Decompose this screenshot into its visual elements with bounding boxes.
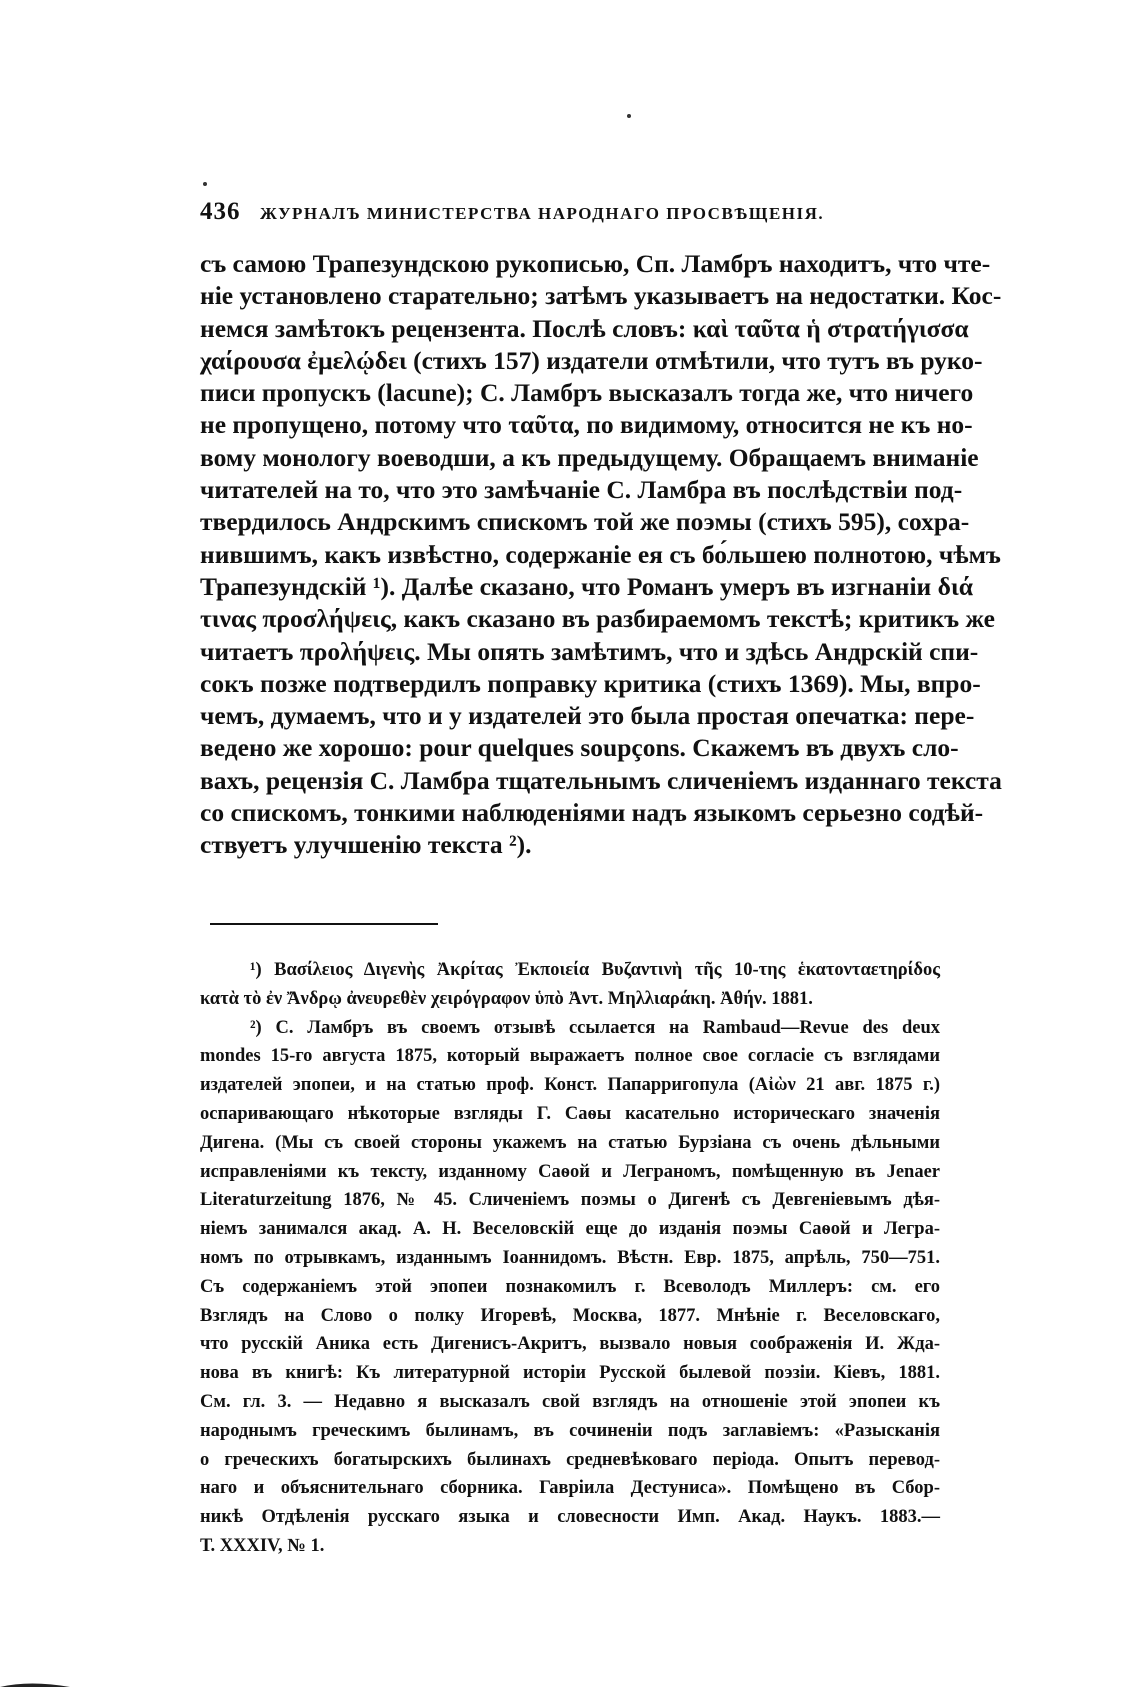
footnote-1-line: ¹) Βασίλειος Διγενὴς Ἀκρίτας Ἐκποιεία Βυζαντινὴ τῆς 10-της ἑκατονταετηρίδος bbox=[250, 960, 940, 980]
footnote-2-line: что русскій Аника есть Дигенисъ-Акритъ, вызвало новыя соображенія И. Жда- bbox=[200, 1334, 940, 1355]
text-line: χαίρουσα ἐμελῴδει (стихъ 157) издатели отмѣтили, что тутъ въ руко- bbox=[200, 345, 983, 375]
text-line: съ самою Трапезундскою рукописью, Сп. Ламбръ находитъ, что чте- bbox=[200, 249, 991, 278]
footnote-2-line: нова въ книгѣ: Къ литературной исторіи Русской былевой поэзіи. Кіевъ, 1881. bbox=[200, 1363, 940, 1384]
footnote-2-line: номъ по отрывкамъ, изданнымъ Іоаннидомъ. Вѣстн. Евр. 1875, апрѣль, 750—751. bbox=[200, 1247, 940, 1268]
footnote-2-line: ніемъ занимался акад. А. Н. Веселовскій еще до изданія поэмы Саѳой и Легра- bbox=[200, 1219, 940, 1240]
text-line: τινας προσλήψεις, какъ сказано въ разбираемомъ текстѣ; критикъ же bbox=[200, 604, 995, 634]
text-line: ствуетъ улучшенію текста ²). bbox=[200, 830, 532, 860]
footnote-2-line: ²) С. Ламбръ въ своемъ отзывѣ ссылается на Rambaud—Revue des deux bbox=[250, 1017, 940, 1038]
text-line: не пропущено, потому что ταῦτα, по видимому, относится не къ но- bbox=[200, 410, 973, 440]
text-line: вахъ, рецензія С. Ламбра тщательнымъ сличеніемъ изданнаго текста bbox=[200, 765, 1002, 795]
footnote-2-line: mondes 15-го августа 1875, который выражаетъ полное свое согласіе съ взглядами bbox=[200, 1046, 940, 1067]
footnote-1-line: κατὰ τὸ ἐν Ἄνδρῳ ἀνευρεθὲν χειρόγραφον ὑπὸ Ἀντ. Μηλλιαράκη. Ἀθήν. 1881. bbox=[200, 988, 813, 1009]
main-text bbox=[200, 248, 1002, 862]
text-line: чемъ, думаемъ, что и у издателей это была простая опечатка: пере- bbox=[200, 701, 975, 731]
footnote-2-line: издателей эпопеи, и на статью проф. Конст. Папарригопула (Αἰὼν 21 авг. 1875 г.) bbox=[200, 1075, 940, 1096]
page-number: 436 bbox=[200, 198, 241, 225]
running-title: ЖУРНАЛЪ МИНИСТЕРСТВА НАРОДНАГО ПРОСВѢЩЕНІЯ. bbox=[260, 204, 825, 223]
footnote-2-line: наго и объяснительнаго сборника. Гаврiила Дестуниса». Помѣщено въ Сбор- bbox=[200, 1478, 940, 1499]
text-line: Трапезундскій ¹). Далѣе сказано, что Романъ умеръ въ изгнаніи διά bbox=[200, 571, 973, 601]
footnote-2-line: никѣ Отдѣленія русскаго языка и словесности Имп. Акад. Наукъ. 1883.— bbox=[200, 1507, 940, 1528]
footnote-2-line: Взглядъ на Слово о полку Игоревѣ, Москва, 1877. Мнѣніе г. Веселовскаго, bbox=[200, 1305, 940, 1326]
scan-artifact-icon bbox=[0, 1678, 70, 1688]
scan-speck bbox=[203, 182, 207, 186]
text-line: немся замѣтокъ рецензента. Послѣ словъ: καὶ ταῦτα ἡ στρατήγισσα bbox=[200, 313, 969, 343]
footnotes bbox=[200, 956, 940, 1561]
footnote-2-line: Съ содержаніемъ этой эпопеи познакомилъ г. Всеволодъ Миллеръ: см. его bbox=[200, 1276, 940, 1297]
text-line: ведено же хорошо: pour quelques soupçons. Скажемъ въ двухъ сло- bbox=[200, 733, 959, 763]
text-line: читаетъ προλήψεις. Мы опять замѣтимъ, что и здѣсь Андрскій спи- bbox=[200, 636, 979, 666]
footnote-2-line: См. гл. 3. — Недавно я высказалъ свой взглядъ на отношеніе этой эпопеи къ bbox=[200, 1391, 940, 1412]
footnote-2-line: оспаривающаго нѣкоторые взгляды Г. Саѳы касательно историческаго значенія bbox=[200, 1103, 940, 1124]
text-line: писи пропускъ (lacune); С. Ламбръ высказалъ тогда же, что ничего bbox=[200, 378, 974, 408]
text-line: читателей на то, что это замѣчаніе С. Ламбра въ послѣдствіи под- bbox=[200, 475, 963, 505]
footnote-2-line: Дигена. (Мы съ своей стороны укажемъ на статью Бурзіана съ очень дѣльными bbox=[200, 1132, 940, 1153]
footnote-2-line: народнымъ греческимъ былинамъ, въ сочиненіи подъ заглавіемъ: «Разысканія bbox=[200, 1420, 940, 1441]
footnote-separator bbox=[210, 923, 438, 925]
text-line: вому монологу воеводши, а къ предыдущему. Обращаемъ вниманіе bbox=[200, 442, 979, 472]
text-line: нившимъ, какъ извѣстно, содержаніе ея съ бо́льшею полнотою, чѣмъ bbox=[200, 539, 1001, 569]
text-line: твердилось Андрскимъ спискомъ той же поэмы (стихъ 595), сохра- bbox=[200, 507, 970, 537]
text-line: со спискомъ, тонкими наблюденіями надъ языкомъ серьезно содѣй- bbox=[200, 798, 984, 828]
footnote-2-line: о греческихъ богатырскихъ былинахъ средневѣковаго періода. Опытъ перевод- bbox=[200, 1449, 940, 1470]
footnote-2-line: Т. XXXIV, № 1. bbox=[200, 1535, 325, 1556]
page-header bbox=[200, 198, 940, 230]
text-line: ніе установлено старательно; затѣмъ указываетъ на недостатки. Кос- bbox=[200, 281, 1002, 311]
footnote-2-line: Literaturzeitung 1876, № 45. Сличеніемъ поэмы о Дигенѣ съ Девгеніевымъ дѣя- bbox=[200, 1190, 940, 1211]
footnote-2-line: исправленіями къ тексту, изданному Саѳой и Леграномъ, помѣщенную въ Jenaer bbox=[200, 1161, 940, 1182]
text-line: сокъ позже подтвердилъ поправку критика (стихъ 1369). Мы, впро- bbox=[200, 668, 981, 698]
scan-speck bbox=[627, 114, 631, 118]
